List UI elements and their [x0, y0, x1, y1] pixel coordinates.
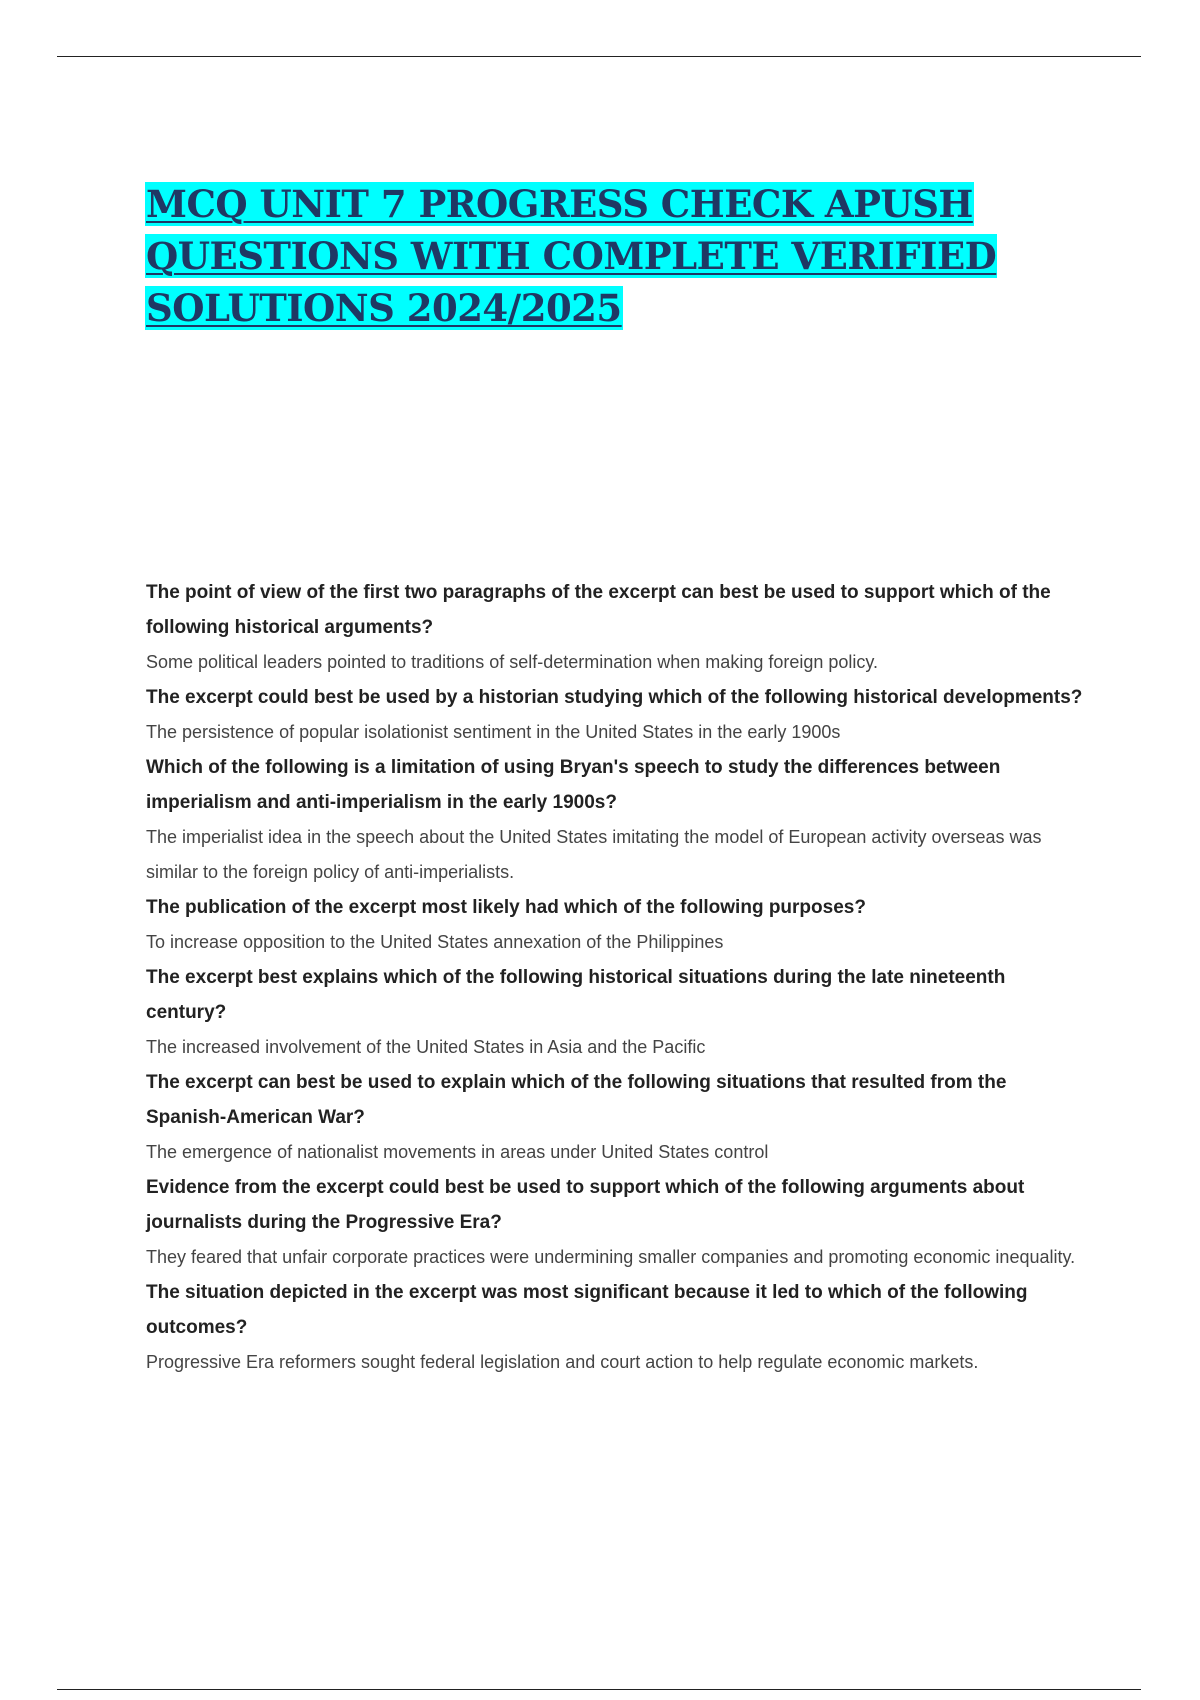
answer-text: They feared that unfair corporate practices were undermining smaller companies and promoting economic inequality. — [146, 1247, 1076, 1267]
qa-item — [146, 960, 1086, 1065]
answer-text: The persistence of popular isolationist sentiment in the United States in the early 1900s — [146, 722, 841, 742]
question-text: The situation depicted in the excerpt was most significant because it led to which of the following outcomes? — [146, 1282, 1028, 1338]
top-divider — [57, 56, 1141, 57]
question-text: Which of the following is a limitation of using Bryan's speech to study the differences between imperialism and anti-imperialism in the early 1900s? — [146, 757, 1001, 813]
answer-text: The increased involvement of the United States in Asia and the Pacific — [146, 1037, 706, 1057]
answer-text: To increase opposition to the United States annexation of the Philippines — [146, 932, 724, 952]
question-text: The excerpt best explains which of the following historical situations during the late nineteenth century? — [146, 967, 1006, 1023]
qa-item — [146, 890, 1086, 960]
qa-item — [146, 1065, 1086, 1170]
answer-text: The emergence of nationalist movements in areas under United States control — [146, 1142, 769, 1162]
question-text: The point of view of the first two paragraphs of the excerpt can best be used to support which of the following historical arguments? — [146, 582, 1051, 638]
question-text: Evidence from the excerpt could best be used to support which of the following arguments about journalists during the Progressive Era? — [146, 1177, 1025, 1233]
question-text: The excerpt could best be used by a historian studying which of the following historical developments? — [146, 687, 1083, 708]
qa-item — [146, 1170, 1086, 1275]
document-title-text: MCQ UNIT 7 PROGRESS CHECK APUSH QUESTIONS WITH COMPLETE VERIFIED SOLUTIONS 2024/2025 — [146, 182, 997, 330]
qa-item — [146, 750, 1086, 890]
bottom-divider — [57, 1689, 1141, 1690]
answer-text: Progressive Era reformers sought federal legislation and court action to help regulate economic markets. — [146, 1352, 979, 1372]
document-title — [145, 178, 1085, 334]
qa-item — [146, 1275, 1086, 1380]
question-answer-list — [146, 575, 1086, 1380]
qa-item — [146, 680, 1086, 750]
answer-text: Some political leaders pointed to traditions of self-determination when making foreign policy. — [146, 652, 879, 672]
qa-item — [146, 575, 1086, 680]
question-text: The excerpt can best be used to explain which of the following situations that resulted from the Spanish-American War? — [146, 1072, 1007, 1128]
answer-text: The imperialist idea in the speech about the United States imitating the model of European activity overseas was similar to the foreign policy of anti-imperialists. — [146, 827, 1042, 882]
question-text: The publication of the excerpt most likely had which of the following purposes? — [146, 897, 866, 918]
